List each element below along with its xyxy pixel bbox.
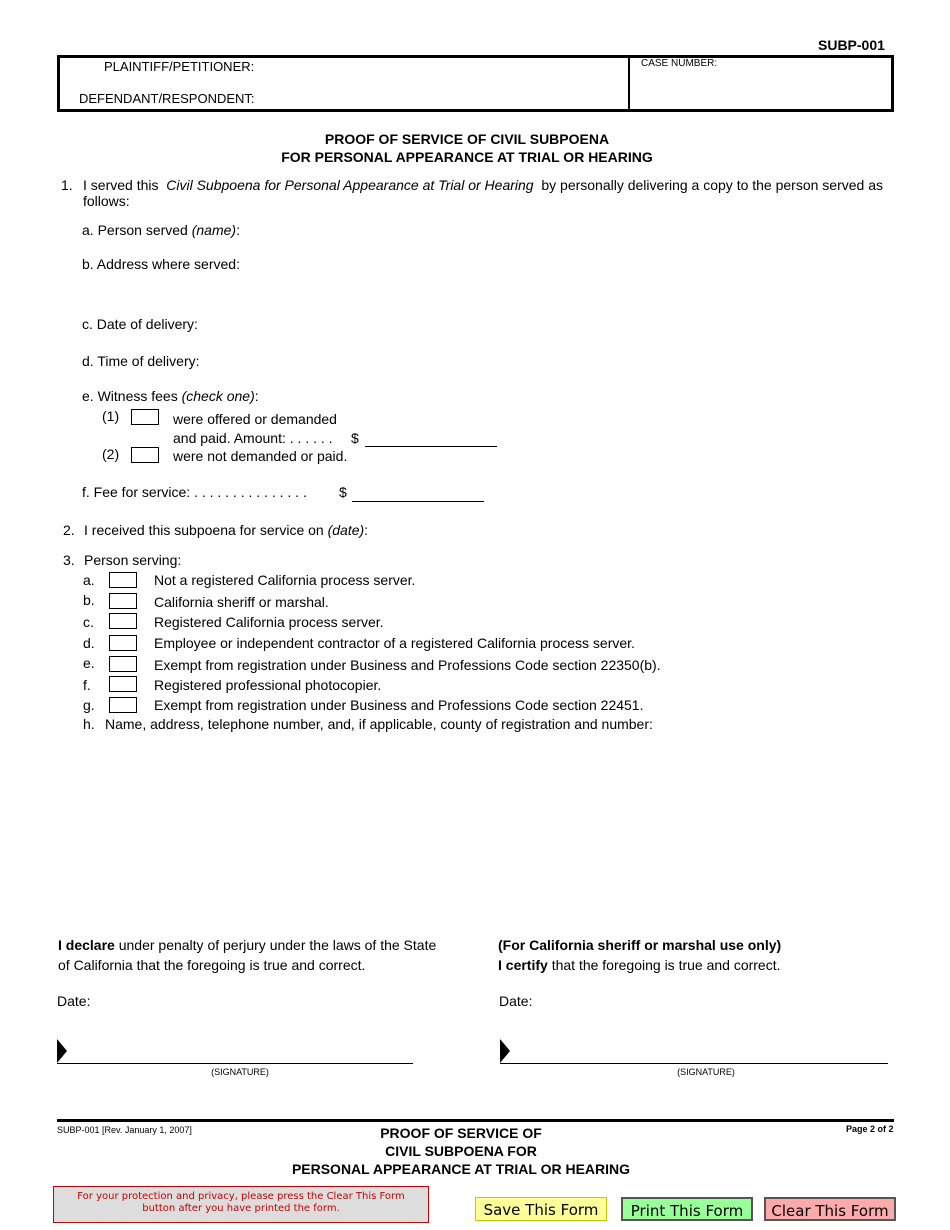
item1d-label: d. Time of delivery: (82, 353, 200, 369)
item1e2-number: (2) (102, 446, 120, 462)
item1-text-cont: follows: (83, 193, 130, 209)
item1e1-text2: and paid. Amount: . . . . . . (173, 430, 333, 446)
option-e-checkbox[interactable] (109, 656, 137, 672)
defendant-label: DEFENDANT/RESPONDENT: (79, 91, 255, 106)
right-signature-line (500, 1063, 888, 1064)
option-text: Not a registered California process server. (154, 572, 416, 588)
right-date-label: Date: (499, 993, 533, 1009)
footer-page: Page 2 of 2 (846, 1124, 894, 1134)
item1e-label: e. Witness fees (check one): (82, 388, 259, 404)
witness-fee-not-demanded-checkbox[interactable] (131, 447, 159, 463)
item1f-dollar: $ (339, 484, 347, 500)
plaintiff-label: PLAINTIFF/PETITIONER: (104, 59, 255, 74)
page-title-line2: FOR PERSONAL APPEARANCE AT TRIAL OR HEARING (281, 149, 653, 165)
signature-arrow-icon (500, 1039, 510, 1063)
caption-divider (628, 55, 630, 112)
right-signature-label: (SIGNATURE) (677, 1067, 735, 1077)
option-letter: g. (83, 697, 95, 713)
option-letter: e. (83, 655, 95, 671)
form-id: SUBP-001 (818, 37, 885, 53)
item1c-label: c. Date of delivery: (82, 316, 198, 332)
item3-text: Person serving: (84, 552, 182, 568)
certify-line: I certify that the foregoing is true and correct. (498, 957, 781, 973)
privacy-notice-text: For your protection and privacy, please press the Clear This Form button after you have printed the form. (77, 1191, 405, 1214)
item1e2-text: were not demanded or paid. (173, 448, 348, 464)
signature-arrow-icon (57, 1039, 67, 1063)
option-text: Employee or independent contractor of a registered California process server. (154, 635, 635, 651)
person-served-field[interactable] (250, 218, 880, 240)
option-letter: d. (83, 635, 95, 651)
declare-line1: I declare under penalty of perjury under the laws of the State (58, 937, 437, 953)
fee-for-service-field[interactable] (352, 487, 484, 502)
option-letter: a. (83, 572, 95, 588)
sheriff-heading: (For California sheriff or marshal use only) (498, 937, 782, 953)
option-text: Exempt from registration under Business and Professions Code section 22451. (154, 697, 644, 713)
case-number-label: CASE NUMBER: (641, 58, 718, 69)
option-text: California sheriff or marshal. (154, 594, 329, 610)
option-f-checkbox[interactable] (109, 676, 137, 692)
item3-number: 3. (63, 552, 75, 568)
item3h-text: Name, address, telephone number, and, if applicable, county of registration and number: (105, 716, 653, 732)
print-button[interactable]: Print This Form (621, 1197, 753, 1221)
item1-text: I served this Civil Subpoena for Personal Appearance at Trial or Hearing by personally delivering a copy to the person served as (83, 177, 883, 193)
received-date-field[interactable] (372, 518, 772, 540)
date-delivery-field[interactable] (210, 312, 510, 334)
time-delivery-field[interactable] (210, 349, 510, 371)
option-letter: f. (83, 677, 91, 693)
left-date-field[interactable] (95, 989, 395, 1011)
option-letter: b. (83, 592, 95, 608)
option-c-checkbox[interactable] (109, 613, 137, 629)
item1-number: 1. (61, 177, 73, 193)
footer-title-line3: PERSONAL APPEARANCE AT TRIAL OR HEARING (291, 1161, 631, 1177)
left-signature-label: (SIGNATURE) (211, 1067, 269, 1077)
option-text: Registered California process server. (154, 614, 384, 630)
footer-title-line1: PROOF OF SERVICE OF (380, 1125, 542, 1141)
footer-title-line2: CIVIL SUBPOENA FOR (385, 1143, 537, 1159)
item1f-label: f. Fee for service: . . . . . . . . . . . . . . . (82, 484, 307, 500)
declare-line2: of California that the foregoing is true and correct. (58, 957, 366, 973)
item3h-letter: h. (83, 716, 95, 732)
witness-fee-paid-checkbox[interactable] (131, 409, 159, 425)
page-title-line1: PROOF OF SERVICE OF CIVIL SUBPOENA (324, 131, 610, 147)
left-signature-line (57, 1063, 413, 1064)
item1e1-dollar: $ (351, 430, 359, 446)
privacy-notice-box (53, 1186, 429, 1223)
case-number-field[interactable] (638, 72, 886, 106)
option-a-checkbox[interactable] (109, 572, 137, 588)
option-text: Registered professional photocopier. (154, 677, 382, 693)
option-d-checkbox[interactable] (109, 635, 137, 651)
save-button[interactable]: Save This Form (475, 1197, 607, 1221)
address-served-field[interactable] (250, 252, 880, 302)
item1b-label: b. Address where served: (82, 256, 240, 272)
item1e1-number: (1) (102, 408, 120, 424)
clear-button[interactable]: Clear This Form (764, 1197, 896, 1221)
option-b-checkbox[interactable] (109, 593, 137, 609)
server-details-field[interactable] (105, 736, 885, 916)
option-letter: c. (83, 614, 94, 630)
option-text: Exempt from registration under Business and Professions Code section 22350(b). (154, 657, 661, 673)
item2-number: 2. (63, 522, 75, 538)
option-g-checkbox[interactable] (109, 697, 137, 713)
witness-fee-amount-field[interactable] (365, 432, 497, 447)
footer-rule (57, 1119, 894, 1122)
plaintiff-defendant-field[interactable] (260, 74, 620, 104)
item1e1-text1: were offered or demanded (173, 411, 337, 427)
item2-text: I received this subpoena for service on (date): (84, 522, 369, 538)
item1a-label: a. Person served (name): (82, 222, 240, 238)
footer-rev: SUBP-001 [Rev. January 1, 2007] (57, 1125, 192, 1135)
right-date-field[interactable] (537, 989, 837, 1011)
left-date-label: Date: (57, 993, 91, 1009)
